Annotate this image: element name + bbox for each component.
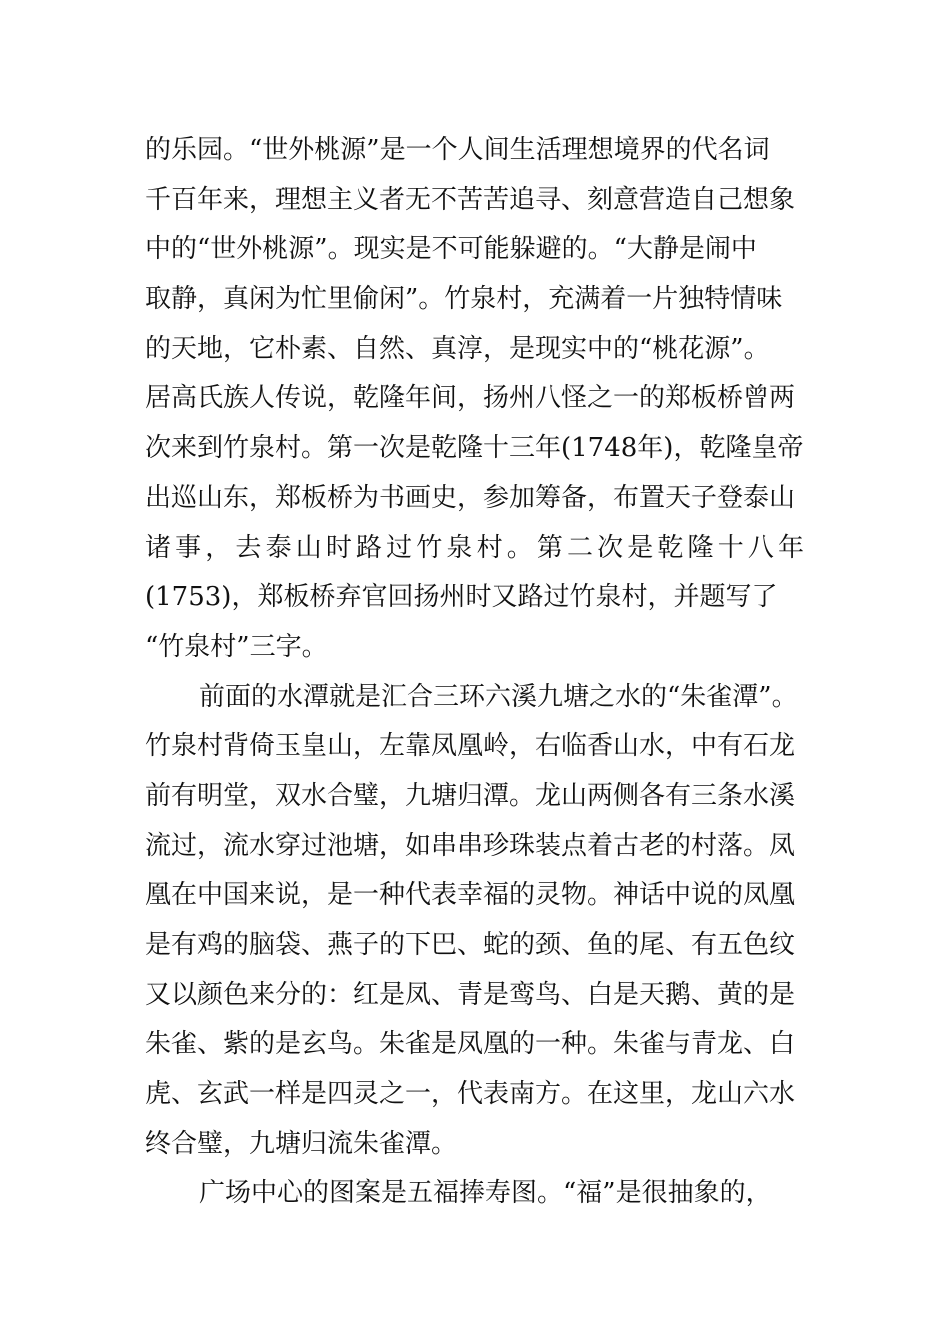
text-line: 中的“世外桃源”。现实是不可能躲避的。“大静是闹中 (145, 234, 757, 265)
text-line: 的天地，它朴素、自然、真淳，是现实中的“桃花源”。 (145, 333, 770, 364)
text-line: 凰在中国来说，是一种代表幸福的灵物。神话中说的凤凰 (145, 880, 796, 911)
text-line: 前有明堂，双水合璧，九塘归潭。龙山两侧各有三条水溪 (145, 780, 796, 811)
paragraph-start-line: 前面的水潭就是汇合三环六溪九塘之水的“朱雀潭”。 (199, 681, 798, 712)
text-line: 出巡山东，郑板桥为书画史，参加筹备，布置天子登泰山 (145, 482, 796, 513)
body-text (145, 126, 835, 1219)
text-line: 终合璧，九塘归流朱雀潭。 (145, 1128, 458, 1159)
text-line: (1753)，郑板桥弃官回扬州时又路过竹泉村，并题写了 (145, 582, 778, 613)
paragraph-start-line: 广场中心的图案是五福捧寿图。“福”是很抽象的， (199, 1178, 772, 1209)
text-line: 诸事，去泰山时路过竹泉村。第二次是乾隆十八年 (145, 532, 804, 563)
text-line: 居高氏族人传说，乾隆年间，扬州八怪之一的郑板桥曾两 (145, 383, 796, 414)
text-line: 是有鸡的脑袋、燕子的下巴、蛇的颈、鱼的尾、有五色纹 (145, 930, 796, 960)
text-line: 的乐园。“世外桃源”是一个人间生活理想境界的代名词 (145, 135, 770, 165)
text-line: 朱雀、紫的是玄鸟。朱雀是凤凰的一种。朱雀与青龙、白 (145, 1029, 796, 1060)
text-line: 虎、玄武一样是四灵之一，代表南方。在这里，龙山六水 (145, 1079, 796, 1110)
text-line: “竹泉村”三字。 (145, 631, 328, 662)
text-line: 次来到竹泉村。第一次是乾隆十三年(1748年)，乾隆皇帝 (145, 433, 804, 464)
text-line: 竹泉村背倚玉皇山，左靠凤凰岭，右临香山水，中有石龙 (145, 731, 796, 762)
text-line: 千百年来，理想主义者无不苦苦追寻、刻意营造自己想象 (145, 184, 796, 215)
text-line: 取静，真闲为忙里偷闲”。竹泉村，充满着一片独特情味 (145, 284, 783, 315)
text-line: 又以颜色来分的：红是凤、青是鸾鸟、白是天鹅、黄的是 (145, 979, 796, 1010)
text-line: 流过，流水穿过池塘，如串串珍珠装点着古老的村落。凤 (145, 830, 796, 861)
